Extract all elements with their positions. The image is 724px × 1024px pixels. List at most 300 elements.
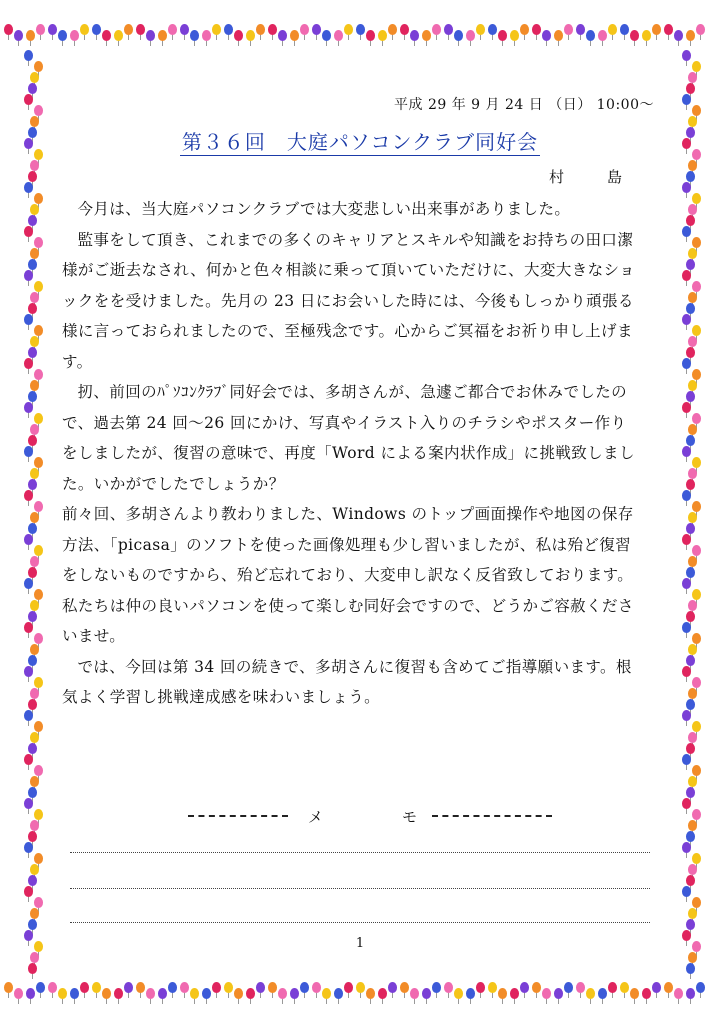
balloon-icon bbox=[34, 853, 43, 864]
balloon-icon bbox=[24, 314, 33, 325]
balloon-icon bbox=[24, 710, 33, 721]
balloon-icon bbox=[686, 567, 695, 578]
balloon-icon bbox=[652, 982, 661, 993]
balloon-icon bbox=[30, 820, 39, 831]
balloon-icon bbox=[24, 50, 33, 61]
balloon-icon bbox=[30, 952, 39, 963]
balloon-icon bbox=[642, 30, 651, 41]
balloon-icon bbox=[688, 556, 697, 567]
balloon-icon bbox=[190, 30, 199, 41]
balloon-icon bbox=[686, 391, 695, 402]
border-bottom bbox=[0, 978, 724, 1018]
balloon-icon bbox=[476, 24, 485, 35]
balloon-icon bbox=[190, 988, 199, 999]
balloon-icon bbox=[686, 743, 695, 754]
balloon-icon bbox=[234, 988, 243, 999]
balloon-icon bbox=[688, 688, 697, 699]
balloon-icon bbox=[692, 501, 701, 512]
balloon-icon bbox=[34, 457, 43, 468]
balloon-icon bbox=[682, 94, 691, 105]
balloon-icon bbox=[124, 982, 133, 993]
balloon-icon bbox=[168, 982, 177, 993]
balloon-icon bbox=[34, 809, 43, 820]
balloon-icon bbox=[378, 30, 387, 41]
balloon-icon bbox=[682, 622, 691, 633]
balloon-icon bbox=[290, 988, 299, 999]
border-top bbox=[0, 20, 724, 60]
balloon-icon bbox=[682, 534, 691, 545]
balloon-icon bbox=[608, 982, 617, 993]
memo-dash-left bbox=[188, 815, 288, 817]
balloon-icon bbox=[520, 982, 529, 993]
balloon-icon bbox=[586, 30, 595, 41]
balloon-icon bbox=[356, 24, 365, 35]
balloon-icon bbox=[4, 982, 13, 993]
balloon-icon bbox=[24, 842, 33, 853]
balloon-icon bbox=[28, 523, 37, 534]
balloon-icon bbox=[682, 886, 691, 897]
balloon-icon bbox=[682, 138, 691, 149]
balloon-icon bbox=[246, 988, 255, 999]
balloon-icon bbox=[344, 982, 353, 993]
balloon-icon bbox=[510, 988, 519, 999]
memo-line bbox=[70, 888, 650, 889]
balloon-icon bbox=[444, 982, 453, 993]
memo-label: メ モ bbox=[308, 808, 450, 826]
balloon-icon bbox=[30, 688, 39, 699]
balloon-icon bbox=[688, 952, 697, 963]
balloon-icon bbox=[682, 314, 691, 325]
balloon-icon bbox=[28, 743, 37, 754]
balloon-icon bbox=[212, 24, 221, 35]
balloon-icon bbox=[146, 988, 155, 999]
balloon-icon bbox=[532, 982, 541, 993]
balloon-icon bbox=[686, 611, 695, 622]
balloon-icon bbox=[682, 798, 691, 809]
balloon-icon bbox=[30, 160, 39, 171]
balloon-icon bbox=[630, 988, 639, 999]
memo-line bbox=[70, 852, 650, 853]
paragraph: 今月は、当大庭パソコンクラブでは大変悲しい出来事がありました。 bbox=[77, 200, 571, 218]
balloon-icon bbox=[212, 982, 221, 993]
balloon-icon bbox=[24, 94, 33, 105]
balloon-icon bbox=[92, 982, 101, 993]
balloon-icon bbox=[688, 468, 697, 479]
balloon-icon bbox=[30, 204, 39, 215]
balloon-icon bbox=[290, 30, 299, 41]
balloon-icon bbox=[692, 149, 701, 160]
balloon-icon bbox=[692, 193, 701, 204]
balloon-icon bbox=[30, 556, 39, 567]
balloon-icon bbox=[136, 24, 145, 35]
balloon-icon bbox=[28, 391, 37, 402]
balloon-icon bbox=[28, 347, 37, 358]
balloon-icon bbox=[312, 24, 321, 35]
balloon-icon bbox=[688, 292, 697, 303]
balloon-icon bbox=[224, 24, 233, 35]
balloon-icon bbox=[28, 611, 37, 622]
balloon-icon bbox=[24, 402, 33, 413]
balloon-icon bbox=[246, 30, 255, 41]
balloon-icon bbox=[686, 303, 695, 314]
balloon-icon bbox=[498, 988, 507, 999]
balloon-icon bbox=[34, 501, 43, 512]
balloon-icon bbox=[692, 677, 701, 688]
balloon-icon bbox=[692, 765, 701, 776]
balloon-icon bbox=[30, 732, 39, 743]
balloon-icon bbox=[30, 776, 39, 787]
balloon-icon bbox=[278, 988, 287, 999]
balloon-icon bbox=[620, 24, 629, 35]
balloon-icon bbox=[688, 864, 697, 875]
balloon-icon bbox=[102, 988, 111, 999]
balloon-icon bbox=[688, 908, 697, 919]
balloon-icon bbox=[542, 988, 551, 999]
balloon-icon bbox=[692, 809, 701, 820]
balloon-icon bbox=[686, 699, 695, 710]
balloon-icon bbox=[224, 982, 233, 993]
balloon-icon bbox=[28, 83, 37, 94]
balloon-icon bbox=[682, 226, 691, 237]
balloon-icon bbox=[30, 72, 39, 83]
balloon-icon bbox=[28, 303, 37, 314]
balloon-icon bbox=[476, 982, 485, 993]
balloon-icon bbox=[692, 457, 701, 468]
balloon-icon bbox=[692, 853, 701, 864]
balloon-icon bbox=[692, 721, 701, 732]
balloon-icon bbox=[24, 886, 33, 897]
balloon-icon bbox=[278, 30, 287, 41]
balloon-icon bbox=[564, 982, 573, 993]
balloon-icon bbox=[30, 864, 39, 875]
balloon-icon bbox=[34, 897, 43, 908]
balloon-icon bbox=[378, 988, 387, 999]
balloon-icon bbox=[688, 644, 697, 655]
balloon-icon bbox=[80, 982, 89, 993]
balloon-icon bbox=[70, 30, 79, 41]
balloon-icon bbox=[400, 982, 409, 993]
balloon-icon bbox=[34, 765, 43, 776]
balloon-icon bbox=[30, 380, 39, 391]
balloon-icon bbox=[692, 61, 701, 72]
balloon-icon bbox=[664, 24, 673, 35]
balloon-icon bbox=[692, 941, 701, 952]
balloon-icon bbox=[410, 988, 419, 999]
balloon-icon bbox=[692, 105, 701, 116]
balloon-icon bbox=[686, 215, 695, 226]
balloon-icon bbox=[692, 589, 701, 600]
balloon-icon bbox=[688, 380, 697, 391]
balloon-icon bbox=[30, 468, 39, 479]
author-name: 村 島 bbox=[548, 168, 636, 186]
balloon-icon bbox=[682, 666, 691, 677]
balloon-icon bbox=[114, 30, 123, 41]
balloon-icon bbox=[686, 127, 695, 138]
balloon-icon bbox=[682, 402, 691, 413]
balloon-icon bbox=[114, 988, 123, 999]
balloon-icon bbox=[366, 988, 375, 999]
balloon-icon bbox=[300, 982, 309, 993]
paragraph: 前々回、多胡さんより教わりました、Windows のトップ画面操作や地図の保存方法、「picasa」のソフトを使った画像処理も少し習いましたが、私は殆ど復習をしないものですから、殆ど忘れており、大変申し訳なく反省致しております。私たちは仲の良いパソコンを使って楽しむ同好会ですので、どうかご容赦くださいませ。 bbox=[62, 505, 634, 645]
balloon-icon bbox=[202, 30, 211, 41]
balloon-icon bbox=[554, 988, 563, 999]
balloon-icon bbox=[692, 897, 701, 908]
balloon-icon bbox=[642, 988, 651, 999]
balloon-icon bbox=[34, 281, 43, 292]
paragraph: 監事をして頂き、これまでの多くのキャリアとスキルや知識をお持ちの田口潔様がご逝去なされ、何かと色々相談に乗って頂いていただけに、大変大きなショックをを受けました。先月の 23 日にお会いした時には、今後もしっかり頑張る様に言っておられましたので、至極残念です。心からご冥福をお祈り申し上げます。 bbox=[62, 230, 636, 371]
balloon-icon bbox=[24, 798, 33, 809]
balloon-icon bbox=[34, 633, 43, 644]
balloon-icon bbox=[688, 248, 697, 259]
page-number: 1 bbox=[355, 936, 365, 951]
balloon-icon bbox=[28, 787, 37, 798]
balloon-icon bbox=[598, 30, 607, 41]
balloon-icon bbox=[24, 226, 33, 237]
paragraph: 扨、前回のﾊﾟｿｺﾝｸﾗﾌﾞ同好会では、多胡さんが、急遽ご都合でお休みでしたので、過去第 24 回～26 回にかけ、写真やイラスト入りのチラシやポスター作りをしましたが、復習の意味で、再度「Word による案内状作成」に挑戦致しました。いかがでしたでしょうか？ bbox=[62, 383, 635, 493]
balloon-icon bbox=[256, 982, 265, 993]
balloon-icon bbox=[388, 982, 397, 993]
balloon-icon bbox=[686, 435, 695, 446]
balloon-icon bbox=[30, 512, 39, 523]
balloon-icon bbox=[682, 754, 691, 765]
balloon-icon bbox=[686, 479, 695, 490]
document-page bbox=[60, 80, 660, 960]
balloon-icon bbox=[598, 988, 607, 999]
balloon-icon bbox=[168, 24, 177, 35]
balloon-icon bbox=[688, 820, 697, 831]
balloon-icon bbox=[34, 589, 43, 600]
balloon-icon bbox=[202, 988, 211, 999]
balloon-icon bbox=[688, 204, 697, 215]
balloon-icon bbox=[454, 30, 463, 41]
balloon-icon bbox=[70, 988, 79, 999]
balloon-icon bbox=[24, 622, 33, 633]
balloon-icon bbox=[24, 270, 33, 281]
balloon-icon bbox=[34, 941, 43, 952]
balloon-icon bbox=[34, 369, 43, 380]
balloon-icon bbox=[268, 982, 277, 993]
balloon-icon bbox=[268, 24, 277, 35]
balloon-icon bbox=[28, 963, 37, 974]
balloon-icon bbox=[542, 30, 551, 41]
balloon-icon bbox=[510, 30, 519, 41]
balloon-icon bbox=[24, 534, 33, 545]
balloon-icon bbox=[28, 875, 37, 886]
balloon-icon bbox=[686, 259, 695, 270]
balloon-icon bbox=[34, 193, 43, 204]
balloon-icon bbox=[692, 545, 701, 556]
balloon-icon bbox=[682, 50, 691, 61]
balloon-icon bbox=[692, 369, 701, 380]
balloon-icon bbox=[180, 982, 189, 993]
balloon-icon bbox=[102, 30, 111, 41]
balloon-icon bbox=[4, 24, 13, 35]
balloon-icon bbox=[28, 831, 37, 842]
balloon-icon bbox=[322, 30, 331, 41]
balloon-icon bbox=[158, 30, 167, 41]
balloon-icon bbox=[410, 30, 419, 41]
title-text: 第３６回 大庭パソコンクラブ同好会 bbox=[181, 130, 539, 154]
balloon-icon bbox=[686, 523, 695, 534]
balloon-icon bbox=[28, 655, 37, 666]
balloon-icon bbox=[34, 325, 43, 336]
balloon-icon bbox=[576, 982, 585, 993]
balloon-icon bbox=[422, 30, 431, 41]
balloon-icon bbox=[180, 24, 189, 35]
balloon-icon bbox=[688, 160, 697, 171]
balloon-icon bbox=[34, 413, 43, 424]
balloon-icon bbox=[30, 292, 39, 303]
balloon-icon bbox=[24, 578, 33, 589]
balloon-icon bbox=[682, 446, 691, 457]
balloon-icon bbox=[34, 61, 43, 72]
balloon-icon bbox=[146, 30, 155, 41]
balloon-icon bbox=[488, 982, 497, 993]
balloon-icon bbox=[92, 24, 101, 35]
balloon-icon bbox=[256, 24, 265, 35]
balloon-icon bbox=[688, 512, 697, 523]
balloon-icon bbox=[356, 982, 365, 993]
balloon-icon bbox=[24, 754, 33, 765]
balloon-icon bbox=[554, 30, 563, 41]
balloon-icon bbox=[608, 24, 617, 35]
balloon-icon bbox=[620, 982, 629, 993]
balloon-icon bbox=[444, 24, 453, 35]
balloon-icon bbox=[682, 842, 691, 853]
balloon-icon bbox=[24, 490, 33, 501]
balloon-icon bbox=[664, 982, 673, 993]
balloon-icon bbox=[488, 24, 497, 35]
balloon-icon bbox=[34, 545, 43, 556]
balloon-icon bbox=[682, 182, 691, 193]
balloon-icon bbox=[28, 479, 37, 490]
body-text bbox=[62, 194, 636, 713]
balloon-icon bbox=[454, 988, 463, 999]
memo-line bbox=[70, 922, 650, 923]
balloon-icon bbox=[334, 30, 343, 41]
balloon-icon bbox=[234, 30, 243, 41]
balloon-icon bbox=[24, 666, 33, 677]
balloon-icon bbox=[432, 24, 441, 35]
balloon-icon bbox=[366, 30, 375, 41]
balloon-icon bbox=[30, 908, 39, 919]
balloon-icon bbox=[24, 930, 33, 941]
balloon-icon bbox=[652, 24, 661, 35]
balloon-icon bbox=[28, 699, 37, 710]
balloon-icon bbox=[688, 72, 697, 83]
border-right bbox=[680, 0, 720, 1024]
balloon-icon bbox=[30, 248, 39, 259]
balloon-icon bbox=[564, 24, 573, 35]
balloon-icon bbox=[80, 24, 89, 35]
balloon-icon bbox=[682, 490, 691, 501]
balloon-icon bbox=[520, 24, 529, 35]
document-title bbox=[60, 126, 660, 155]
border-left bbox=[22, 0, 62, 1024]
balloon-icon bbox=[692, 237, 701, 248]
balloon-icon bbox=[682, 358, 691, 369]
balloon-icon bbox=[300, 24, 309, 35]
balloon-icon bbox=[688, 424, 697, 435]
balloon-icon bbox=[686, 171, 695, 182]
balloon-icon bbox=[682, 930, 691, 941]
balloon-icon bbox=[30, 336, 39, 347]
balloon-icon bbox=[422, 988, 431, 999]
balloon-icon bbox=[34, 721, 43, 732]
balloon-icon bbox=[28, 435, 37, 446]
balloon-icon bbox=[24, 358, 33, 369]
balloon-icon bbox=[28, 127, 37, 138]
balloon-icon bbox=[688, 116, 697, 127]
balloon-icon bbox=[312, 982, 321, 993]
balloon-icon bbox=[686, 655, 695, 666]
balloon-icon bbox=[692, 325, 701, 336]
balloon-icon bbox=[686, 831, 695, 842]
balloon-icon bbox=[344, 24, 353, 35]
balloon-icon bbox=[322, 988, 331, 999]
balloon-icon bbox=[34, 677, 43, 688]
balloon-icon bbox=[388, 24, 397, 35]
balloon-icon bbox=[30, 424, 39, 435]
paragraph: では、今回は第 34 回の続きで、多胡さんに復習も含めてご指導願います。根気よく学習し挑戦達成感を味わいましょう。 bbox=[62, 657, 632, 706]
memo-dash-right bbox=[432, 815, 552, 817]
balloon-icon bbox=[24, 182, 33, 193]
balloon-icon bbox=[688, 776, 697, 787]
balloon-icon bbox=[158, 988, 167, 999]
balloon-icon bbox=[682, 710, 691, 721]
balloon-icon bbox=[136, 982, 145, 993]
balloon-icon bbox=[34, 105, 43, 116]
balloon-icon bbox=[466, 30, 475, 41]
balloon-icon bbox=[34, 237, 43, 248]
balloon-icon bbox=[466, 988, 475, 999]
balloon-icon bbox=[334, 988, 343, 999]
balloon-icon bbox=[630, 30, 639, 41]
balloon-icon bbox=[688, 600, 697, 611]
balloon-icon bbox=[124, 24, 133, 35]
balloon-icon bbox=[498, 30, 507, 41]
balloon-icon bbox=[692, 633, 701, 644]
balloon-icon bbox=[686, 347, 695, 358]
balloon-icon bbox=[28, 567, 37, 578]
balloon-icon bbox=[586, 988, 595, 999]
balloon-icon bbox=[682, 578, 691, 589]
balloon-icon bbox=[24, 446, 33, 457]
balloon-icon bbox=[686, 875, 695, 886]
balloon-icon bbox=[688, 732, 697, 743]
balloon-icon bbox=[24, 138, 33, 149]
balloon-icon bbox=[432, 982, 441, 993]
balloon-icon bbox=[30, 600, 39, 611]
balloon-icon bbox=[682, 270, 691, 281]
date-line: 平成 29 年 9 月 24 日 （日） 10:00～ bbox=[394, 97, 654, 113]
balloon-icon bbox=[532, 24, 541, 35]
balloon-icon bbox=[400, 24, 409, 35]
balloon-icon bbox=[692, 413, 701, 424]
balloon-icon bbox=[576, 24, 585, 35]
balloon-icon bbox=[34, 149, 43, 160]
balloon-icon bbox=[30, 644, 39, 655]
balloon-icon bbox=[692, 281, 701, 292]
balloon-icon bbox=[688, 336, 697, 347]
balloon-icon bbox=[686, 83, 695, 94]
memo-header bbox=[60, 806, 660, 826]
balloon-icon bbox=[686, 919, 695, 930]
balloon-icon bbox=[28, 259, 37, 270]
balloon-icon bbox=[30, 116, 39, 127]
balloon-icon bbox=[28, 171, 37, 182]
balloon-icon bbox=[28, 919, 37, 930]
